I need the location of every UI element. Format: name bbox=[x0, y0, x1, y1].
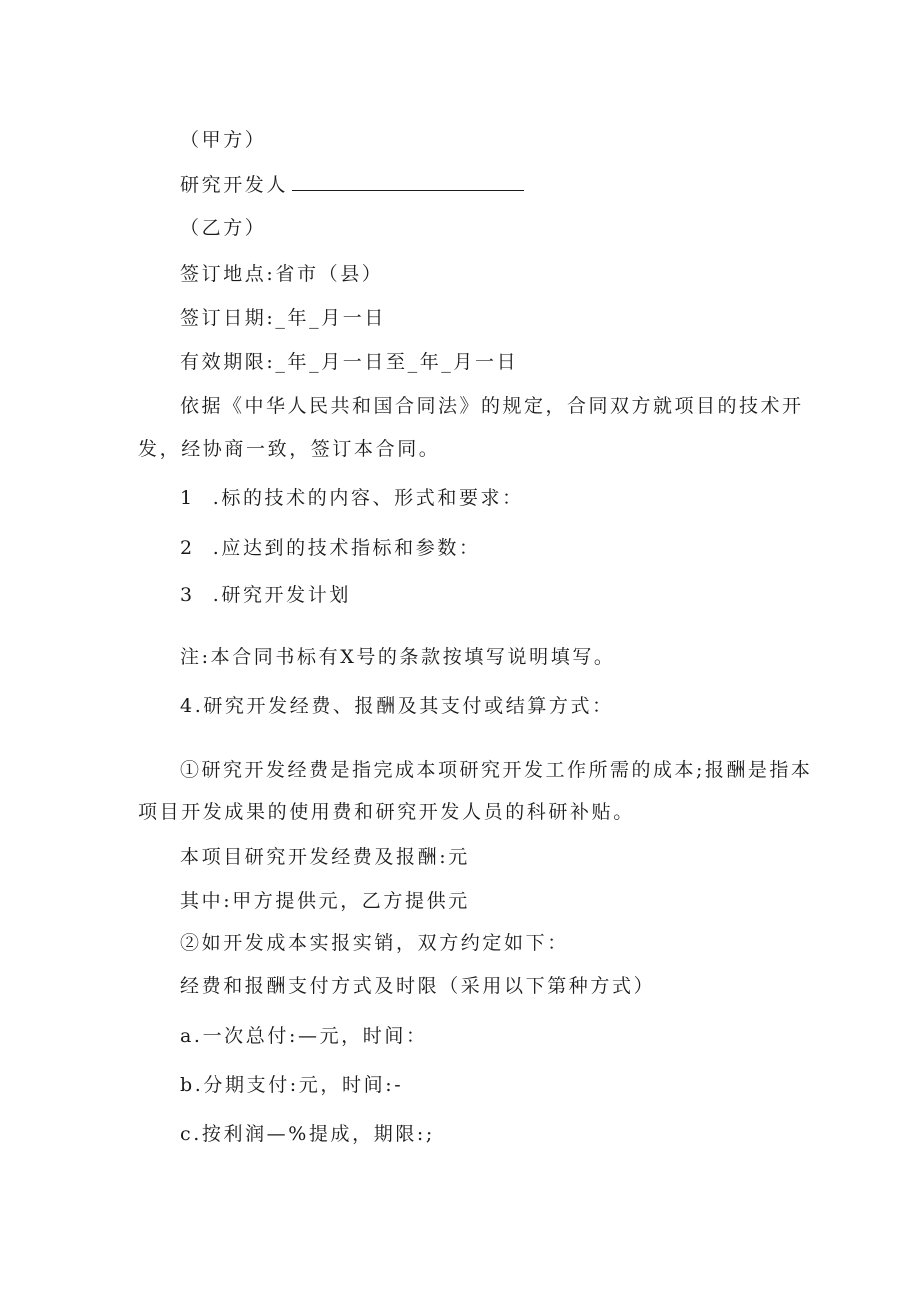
fee-total: 本项目研究开发经费及报酬:元 bbox=[180, 846, 470, 868]
developer-blank bbox=[292, 172, 524, 191]
paragraph-1-line-1: ①研究开发经费是指完成本项研究开发工作所需的成本;报酬是指本 bbox=[180, 759, 813, 781]
sign-place: 签订地点:省市（县） bbox=[180, 263, 384, 285]
item-2-number: 2 bbox=[180, 537, 195, 559]
sign-date: 签订日期:_年_月一日 bbox=[180, 307, 387, 329]
intro-line-2: 发，经协商一致，签订本合同。 bbox=[138, 438, 441, 460]
option-a: a.一次总付:—元，时间： bbox=[180, 1025, 428, 1047]
payment-method: 经费和报酬支付方式及时限（采用以下第种方式） bbox=[180, 975, 656, 997]
item-1-number: 1 bbox=[180, 487, 195, 509]
valid-period: 有效期限:_年_月一日至_年_月一日 bbox=[180, 351, 519, 373]
item-3-number: 3 bbox=[180, 584, 195, 606]
developer-line bbox=[180, 172, 524, 197]
developer-label: 研究开发人 bbox=[180, 174, 289, 196]
item-3-text: .研究开发计划 bbox=[212, 584, 351, 606]
item-4: 4.研究开发经费、报酬及其支付或结算方式： bbox=[180, 695, 614, 717]
note: 注:本合同书标有X号的条款按填写说明填写。 bbox=[180, 646, 616, 668]
intro-line-1: 依据《中华人民共和国合同法》的规定，合同双方就项目的技术开 bbox=[180, 395, 804, 417]
item-2 bbox=[180, 536, 481, 560]
item-2-text: .应达到的技术指标和参数： bbox=[212, 537, 481, 559]
item-3 bbox=[180, 583, 351, 607]
paragraph-2: ②如开发成本实报实销，双方约定如下： bbox=[180, 932, 569, 954]
item-1 bbox=[180, 486, 524, 510]
fee-split: 其中:甲方提供元，乙方提供元 bbox=[180, 890, 470, 912]
option-c: c.按利润—%提成，期限:; bbox=[180, 1123, 435, 1145]
party-b-label: （乙方） bbox=[180, 217, 267, 239]
option-b: b.分期支付:元，时间:- bbox=[180, 1074, 404, 1096]
item-1-text: .标的技术的内容、形式和要求： bbox=[212, 487, 524, 509]
paragraph-1-line-2: 项目开发成果的使用费和研究开发人员的科研补贴。 bbox=[138, 801, 635, 823]
party-a-label: （甲方） bbox=[180, 129, 267, 151]
